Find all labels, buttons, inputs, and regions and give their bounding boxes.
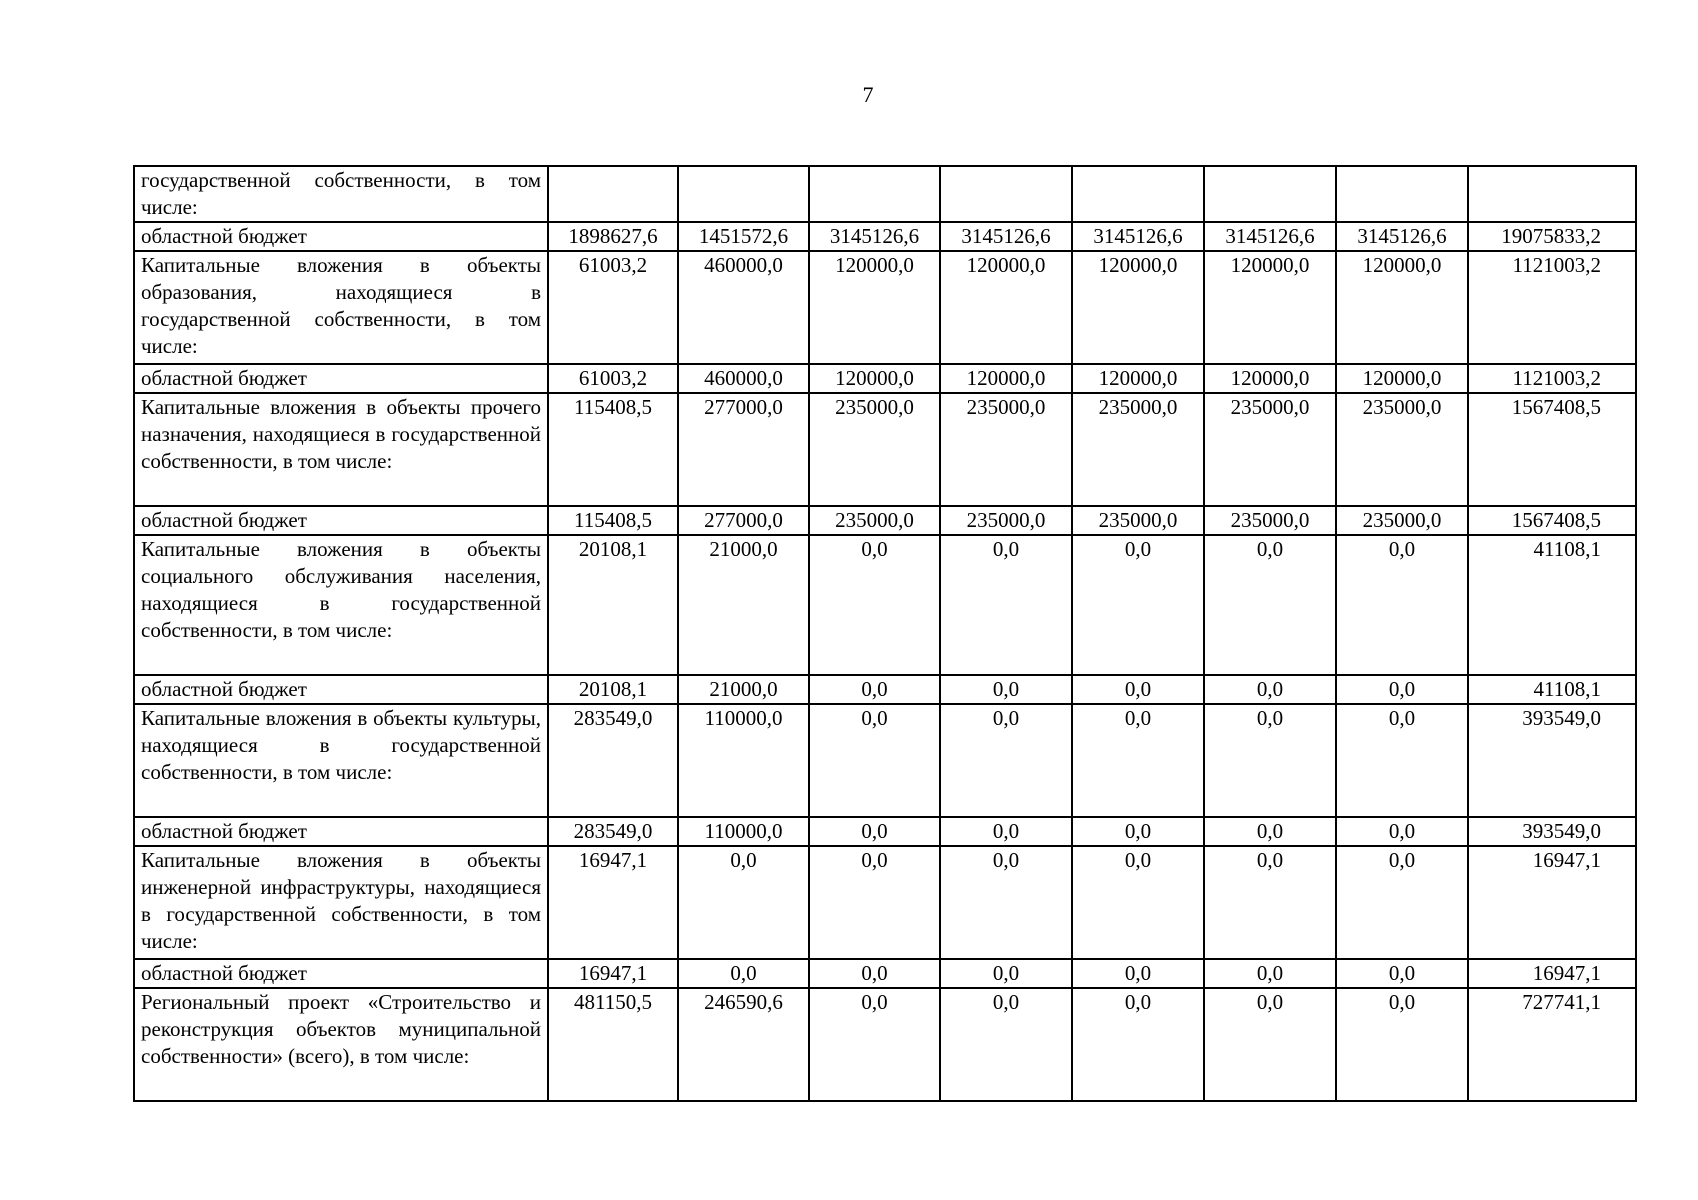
value-cell: [940, 166, 1072, 222]
value-cell: [809, 166, 940, 222]
value-cell: 0,0: [1204, 704, 1336, 817]
row-label: Капитальные вложения в объекты инженерной инфраструктуры, находящиеся в государственной собственности, в том числе:: [134, 846, 548, 959]
value-cell: 1898627,6: [548, 222, 678, 251]
value-cell: 0,0: [940, 535, 1072, 675]
row-label: Капитальные вложения в объекты образования, находящиеся в государственной собственности, в том числе:: [134, 251, 548, 364]
page-number: 7: [862, 82, 874, 107]
value-cell: 0,0: [678, 846, 809, 959]
value-cell: 0,0: [1336, 675, 1468, 704]
value-cell: 0,0: [1072, 675, 1204, 704]
value-cell: 235000,0: [1072, 506, 1204, 535]
row-label: областной бюджет: [134, 959, 548, 988]
table-body: [134, 166, 1636, 1101]
value-cell: 0,0: [809, 846, 940, 959]
table-row: [134, 959, 1636, 988]
table-row: [134, 704, 1636, 817]
value-cell: 61003,2: [548, 364, 678, 393]
budget-table: [133, 165, 1637, 1102]
value-cell: 0,0: [1336, 846, 1468, 959]
value-cell: 16947,1: [548, 846, 678, 959]
row-total-cell: 393549,0: [1468, 704, 1636, 817]
table-row: [134, 817, 1636, 846]
value-cell: 3145126,6: [1204, 222, 1336, 251]
value-cell: 0,0: [940, 846, 1072, 959]
row-label: областной бюджет: [134, 506, 548, 535]
value-cell: 21000,0: [678, 535, 809, 675]
value-cell: 0,0: [1072, 846, 1204, 959]
row-total-cell: [1468, 166, 1636, 222]
value-cell: 120000,0: [1336, 364, 1468, 393]
value-cell: 283549,0: [548, 817, 678, 846]
value-cell: 0,0: [809, 959, 940, 988]
row-total-cell: 19075833,2: [1468, 222, 1636, 251]
value-cell: 0,0: [1072, 535, 1204, 675]
value-cell: 0,0: [1072, 817, 1204, 846]
value-cell: 0,0: [940, 704, 1072, 817]
row-total-cell: 41108,1: [1468, 535, 1636, 675]
value-cell: 1451572,6: [678, 222, 809, 251]
value-cell: 0,0: [678, 959, 809, 988]
value-cell: [678, 166, 809, 222]
value-cell: 0,0: [940, 988, 1072, 1101]
value-cell: 0,0: [809, 675, 940, 704]
value-cell: 0,0: [1072, 704, 1204, 817]
row-total-cell: 16947,1: [1468, 846, 1636, 959]
value-cell: 115408,5: [548, 393, 678, 506]
value-cell: 277000,0: [678, 506, 809, 535]
row-total-cell: 1121003,2: [1468, 364, 1636, 393]
table-row: [134, 988, 1636, 1101]
value-cell: 235000,0: [1204, 393, 1336, 506]
value-cell: 0,0: [1336, 704, 1468, 817]
row-label: Капитальные вложения в объекты культуры, находящиеся в государственной собственности, в том числе:: [134, 704, 548, 817]
value-cell: [1204, 166, 1336, 222]
row-total-cell: 1567408,5: [1468, 393, 1636, 506]
value-cell: 20108,1: [548, 675, 678, 704]
row-total-cell: 1121003,2: [1468, 251, 1636, 364]
value-cell: 0,0: [809, 535, 940, 675]
value-cell: 0,0: [1204, 959, 1336, 988]
row-total-cell: 393549,0: [1468, 817, 1636, 846]
value-cell: 235000,0: [1336, 393, 1468, 506]
value-cell: 0,0: [1336, 535, 1468, 675]
value-cell: 120000,0: [1204, 364, 1336, 393]
row-label: Региональный проект «Строительство и реконструкция объектов муниципальной собственности» (всего), в том числе:: [134, 988, 548, 1101]
value-cell: 235000,0: [940, 393, 1072, 506]
value-cell: 0,0: [940, 959, 1072, 988]
table-row: [134, 506, 1636, 535]
value-cell: 0,0: [1204, 817, 1336, 846]
row-total-cell: 16947,1: [1468, 959, 1636, 988]
value-cell: 3145126,6: [940, 222, 1072, 251]
table-row: [134, 393, 1636, 506]
value-cell: 235000,0: [940, 506, 1072, 535]
value-cell: 21000,0: [678, 675, 809, 704]
value-cell: 0,0: [1336, 988, 1468, 1101]
value-cell: 235000,0: [809, 393, 940, 506]
value-cell: 0,0: [809, 988, 940, 1101]
table-row: [134, 166, 1636, 222]
row-label: областной бюджет: [134, 675, 548, 704]
value-cell: 235000,0: [1072, 393, 1204, 506]
value-cell: 120000,0: [1336, 251, 1468, 364]
value-cell: 0,0: [809, 817, 940, 846]
value-cell: [1072, 166, 1204, 222]
value-cell: 460000,0: [678, 251, 809, 364]
value-cell: 235000,0: [1336, 506, 1468, 535]
row-label: областной бюджет: [134, 222, 548, 251]
value-cell: 0,0: [940, 675, 1072, 704]
row-label: Капитальные вложения в объекты социального обслуживания населения, находящиеся в государственной собственности, в том числе:: [134, 535, 548, 675]
value-cell: 0,0: [1204, 988, 1336, 1101]
row-total-cell: 727741,1: [1468, 988, 1636, 1101]
table-row: [134, 251, 1636, 364]
value-cell: 110000,0: [678, 817, 809, 846]
value-cell: 235000,0: [809, 506, 940, 535]
value-cell: 120000,0: [940, 364, 1072, 393]
row-label: областной бюджет: [134, 817, 548, 846]
value-cell: 277000,0: [678, 393, 809, 506]
table-row: [134, 535, 1636, 675]
value-cell: [1336, 166, 1468, 222]
row-total-cell: 1567408,5: [1468, 506, 1636, 535]
row-label: областной бюджет: [134, 364, 548, 393]
value-cell: 0,0: [940, 817, 1072, 846]
value-cell: 0,0: [1336, 817, 1468, 846]
value-cell: 0,0: [1204, 535, 1336, 675]
row-label: Капитальные вложения в объекты прочего назначения, находящиеся в государственной собственности, в том числе:: [134, 393, 548, 506]
value-cell: 0,0: [1336, 959, 1468, 988]
value-cell: 3145126,6: [1072, 222, 1204, 251]
value-cell: 0,0: [1204, 675, 1336, 704]
value-cell: 460000,0: [678, 364, 809, 393]
value-cell: 115408,5: [548, 506, 678, 535]
value-cell: 0,0: [809, 704, 940, 817]
value-cell: 16947,1: [548, 959, 678, 988]
value-cell: 0,0: [1204, 846, 1336, 959]
value-cell: 3145126,6: [809, 222, 940, 251]
value-cell: 481150,5: [548, 988, 678, 1101]
value-cell: 120000,0: [1072, 251, 1204, 364]
value-cell: 110000,0: [678, 704, 809, 817]
table-row: [134, 675, 1636, 704]
value-cell: 120000,0: [809, 364, 940, 393]
value-cell: 0,0: [1072, 959, 1204, 988]
value-cell: 120000,0: [1072, 364, 1204, 393]
value-cell: 120000,0: [809, 251, 940, 364]
table-row: [134, 846, 1636, 959]
row-label: государственной собственности, в том числе:: [134, 166, 548, 222]
value-cell: 120000,0: [1204, 251, 1336, 364]
value-cell: 20108,1: [548, 535, 678, 675]
value-cell: 61003,2: [548, 251, 678, 364]
value-cell: 246590,6: [678, 988, 809, 1101]
value-cell: [548, 166, 678, 222]
value-cell: 235000,0: [1204, 506, 1336, 535]
row-total-cell: 41108,1: [1468, 675, 1636, 704]
value-cell: 3145126,6: [1336, 222, 1468, 251]
value-cell: 120000,0: [940, 251, 1072, 364]
value-cell: 0,0: [1072, 988, 1204, 1101]
value-cell: 283549,0: [548, 704, 678, 817]
table-row: [134, 364, 1636, 393]
table-row: [134, 222, 1636, 251]
